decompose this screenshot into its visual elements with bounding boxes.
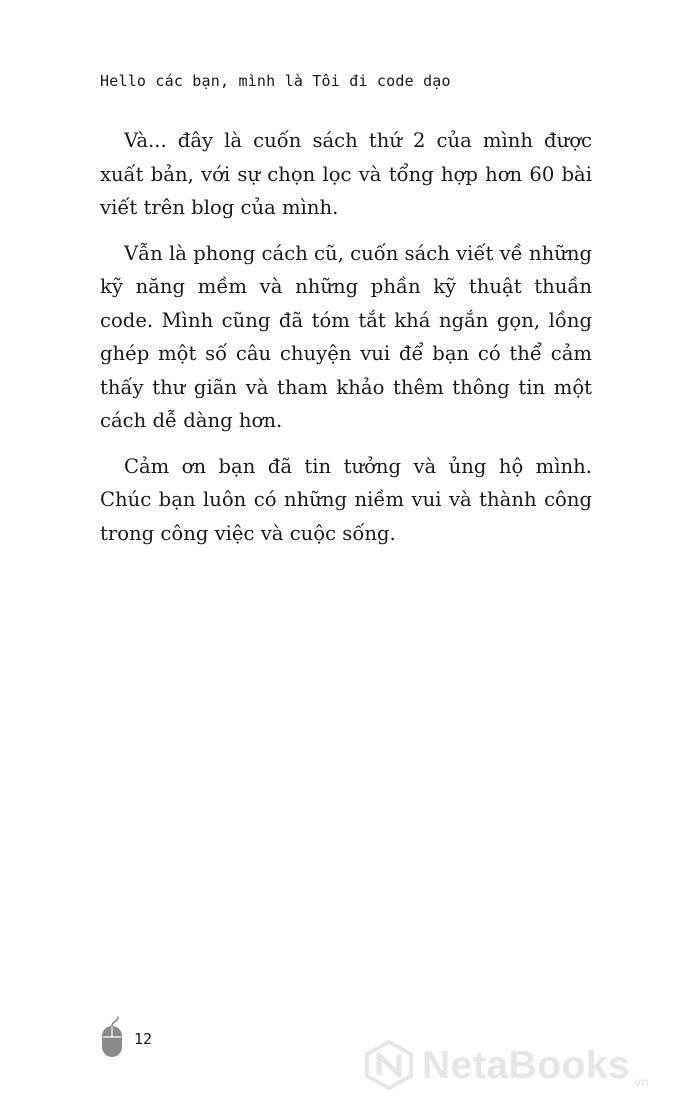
watermark [364,1040,649,1090]
page-number: 12 [134,1030,153,1048]
running-header: Hello các bạn, mình là Tôi đi code dạo [100,72,451,90]
watermark-brand-name: NetaBooks [422,1043,631,1087]
computer-mouse-icon [100,1014,124,1058]
paragraph-2: Vẫn là phong cách cũ, cuốn sách viết về những kỹ năng mềm và những phần kỹ thuật thuần code. Mình cũng đã tóm tắt khá ngắn gọn, lồng ghép một số câu chuyện vui để bạn có thể cảm thấy thư giãn và tham khảo thêm thông tin một cách dễ dàng hơn. [100,241,592,432]
body-text [100,124,592,562]
watermark-suffix: .vn [631,1074,649,1089]
watermark-brand [422,1043,649,1089]
paragraph-1: Và... đây là cuốn sách thứ 2 của mình được xuất bản, với sự chọn lọc và tổng hợp hơn 60 bài viết trên blog của mình. [100,129,592,219]
paragraph-3: Cảm ơn bạn đã tin tưởng và ủng hộ mình. Chúc bạn luôn có những niềm vui và thành công trong công việc và cuộc sống. [100,454,592,545]
page-footer [100,1015,152,1057]
netabooks-logo-icon [364,1040,414,1090]
